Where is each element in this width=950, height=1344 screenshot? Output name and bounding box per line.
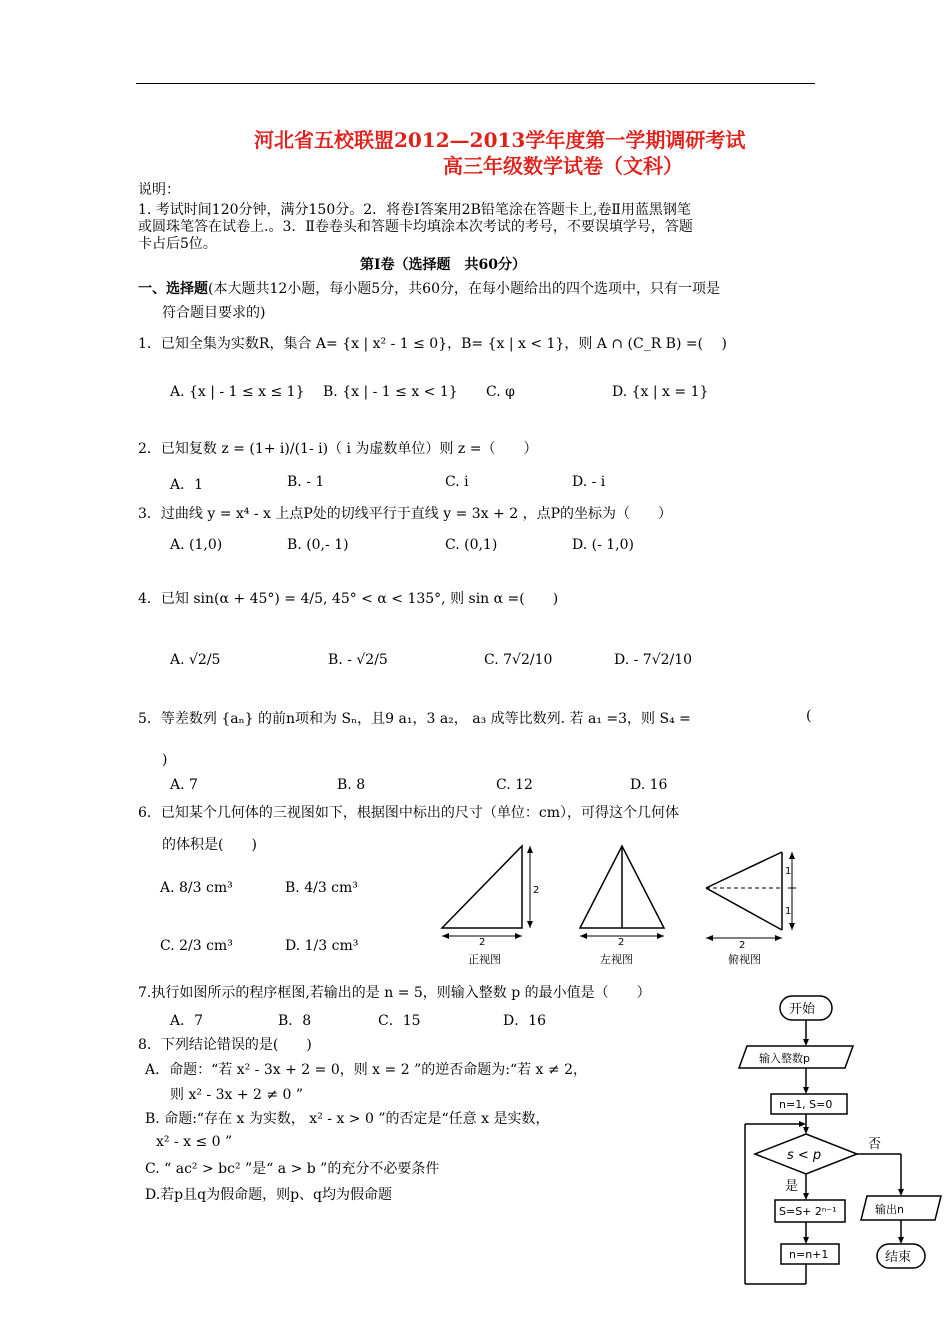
question-8-option-a-line-2: 则 x² - 3x + 2 ≠ 0 ” <box>170 1087 304 1103</box>
arrow-head <box>580 933 587 939</box>
question-2-stem: 2．已知复数 z = (1+ i)/(1- i)（ i 为虚数单位）则 z =（ ） <box>138 441 538 457</box>
front-view-width-label: 2 <box>479 937 486 948</box>
flowchart-yes-label: 是 <box>785 1179 799 1194</box>
flowchart-end-label: 结束 <box>885 1250 912 1265</box>
section-description-1: (本大题共12小题，每小题5分，共60分，在每小题给出的四个选项中，只有一项是 <box>208 281 720 297</box>
question-4-stem: 4．已知 sin(α + 45°) = 4/5, 45° < α < 135°, 则 sin α =( ) <box>138 591 559 607</box>
question-2-option-c: C. i <box>445 474 469 490</box>
question-6-option-b: B. 4/3 cm³ <box>285 880 358 896</box>
question-5-stem: 5．等差数列 {aₙ} 的前n项和为 Sₙ，且9 a₁，3 a₂， a₃ 成等比数列. 若 a₁ =3，则 S₄ = <box>138 711 691 727</box>
question-7-stem: 7.执行如图所示的程序框图,若输出的是 n = 5，则输入整数 p 的最小值是（ ） <box>138 985 651 1001</box>
flowchart-condition-label: s < p <box>787 1148 822 1163</box>
question-3-stem: 3．过曲线 y = x⁴ - x 上点P处的切线平行于直线 y = 3x + 2 ，点P的坐标为（ ） <box>138 506 673 522</box>
question-8-option-a-line-1: A．命题：“若 x² - 3x + 2 = 0，则 x = 2 ”的逆否命题为:“若 x ≠ 2， <box>145 1062 587 1078</box>
question-7-option-d: D．16 <box>503 1013 547 1029</box>
question-1-option-d: D. {x | x = 1} <box>612 384 709 400</box>
arrow-head <box>515 933 522 939</box>
side-view-caption: 左视图 <box>600 953 633 966</box>
question-2-option-a: A．1 <box>170 477 204 493</box>
question-4-option-a: A. √2/5 <box>170 652 221 668</box>
question-6-option-d: D. 1/3 cm³ <box>285 938 359 954</box>
arrow-head <box>803 1193 809 1200</box>
question-1-stem: 1．已知全集为实数R，集合 A= {x | x² - 1 ≤ 0}，B= {x | x < 1}，则 A ∩ (C_R B) =( ) <box>138 336 727 352</box>
question-7-option-b: B．8 <box>278 1013 312 1029</box>
side-view-width-label: 2 <box>618 937 625 948</box>
front-view-triangle <box>442 846 522 928</box>
arrow-head <box>527 846 533 853</box>
flowchart-increment-label: n=n+1 <box>789 1248 829 1261</box>
question-3-option-a: A. (1,0) <box>170 537 223 553</box>
question-2-option-d: D. - i <box>572 474 606 490</box>
question-6-option-c: C. 2/3 cm³ <box>160 938 233 954</box>
question-5-option-b: B. 8 <box>337 777 366 793</box>
instructions-line-1: 1. 考试时间120分钟，满分150分。2．将卷Ⅰ答案用2B铅笔涂在答题卡上,卷Ⅱ用蓝黑钢笔 <box>138 202 691 218</box>
arrow-head <box>803 1127 809 1134</box>
title-line-2: 高三年级数学试卷（文科） <box>443 154 683 178</box>
question-1-option-c: C. φ <box>486 384 515 400</box>
top-rule <box>136 83 815 84</box>
section-heading: 第Ⅰ卷（选择题 共60分） <box>360 257 527 273</box>
question-5-open-paren: ( <box>806 708 812 724</box>
question-2-option-b: B. - 1 <box>287 474 325 490</box>
instructions-line-3: 卡占后5位。 <box>138 236 217 252</box>
question-4-option-b: B. - √2/5 <box>328 652 388 668</box>
arrow-head <box>803 1087 809 1094</box>
flowchart-input-label: 输入整数p <box>759 1052 810 1065</box>
question-3-option-c: C. (0,1) <box>445 537 498 553</box>
arrow-head <box>706 935 713 941</box>
arrow-head <box>898 1237 904 1244</box>
question-3-option-b: B. (0,- 1) <box>287 537 349 553</box>
question-6-option-a: A. 8/3 cm³ <box>160 880 233 896</box>
arrow-head <box>789 923 795 930</box>
question-3-option-d: D. (- 1,0) <box>572 537 634 553</box>
question-1-option-a: A. {x | - 1 ≤ x ≤ 1} <box>170 384 305 400</box>
arrow-head <box>799 1121 806 1127</box>
top-view-edge <box>706 888 782 930</box>
question-8-option-c: C. “ ac² > bc² ”是“ a > b ”的充分不必要条件 <box>145 1161 440 1177</box>
flowchart-output-label: 输出n <box>875 1203 904 1216</box>
arrow-head <box>527 921 533 928</box>
section-description-2: 符合题目要求的) <box>162 305 266 321</box>
section-part-label: 一、选择题 <box>138 281 208 297</box>
top-view-lower-label: 1 <box>785 906 792 917</box>
front-view-caption: 正视图 <box>468 953 501 966</box>
question-4-option-c: C. 7√2/10 <box>484 652 553 668</box>
instructions-line-2: 或圆珠笔答在试卷上.。3．Ⅱ卷卷头和答题卡均填涂本次考试的考号，不要误填学号，答题 <box>138 219 693 235</box>
top-view-upper-label: 1 <box>785 866 792 877</box>
arrow-head <box>898 1189 904 1196</box>
question-8-stem: 8．下列结论错误的是( ) <box>138 1037 312 1053</box>
title-line-1: 河北省五校联盟2012—2013学年度第一学期调研考试 <box>254 128 746 152</box>
arrow-head <box>789 852 795 859</box>
question-8-option-b-line-1: B. 命题:“存在 x 为实数， x² - x > 0 ”的否定是“任意 x 是实数， <box>145 1111 550 1127</box>
question-5-option-a: A. 7 <box>170 777 198 793</box>
arrow-head <box>803 1039 809 1046</box>
question-5-option-c: C. 12 <box>496 777 533 793</box>
program-flowchart <box>735 990 947 1290</box>
question-6-stem-2: 的体积是( ) <box>162 837 257 853</box>
arrow-head <box>803 1237 809 1244</box>
question-5-close-paren: ) <box>162 752 168 768</box>
question-7-option-c: C．15 <box>378 1013 421 1029</box>
instructions-heading: 说明： <box>138 182 180 198</box>
flowchart-sum-label: S=S+ 2ⁿ⁻¹ <box>779 1205 837 1218</box>
flowchart-start-label: 开始 <box>789 1002 816 1017</box>
question-8-option-b-line-2: x² - x ≤ 0 ” <box>156 1134 233 1150</box>
flowchart-init-label: n=1, S=0 <box>779 1098 833 1111</box>
question-8-option-d: D.若p且q为假命题，则p、q均为假命题 <box>145 1187 393 1203</box>
top-view-edge <box>706 852 782 888</box>
arrow-head <box>657 933 664 939</box>
question-6-stem-1: 6．已知某个几何体的三视图如下，根据图中标出的尺寸（单位：cm），可得这个几何体 <box>138 805 680 821</box>
question-1-option-b: B. {x | - 1 ≤ x < 1} <box>323 384 458 400</box>
three-view-figure <box>430 840 810 970</box>
flowchart-no-label: 否 <box>868 1137 882 1152</box>
question-5-option-d: D. 16 <box>630 777 668 793</box>
question-7-option-a: A．7 <box>170 1013 204 1029</box>
top-view-caption: 俯视图 <box>728 953 761 966</box>
top-view-width-label: 2 <box>739 940 746 951</box>
arrow-head <box>442 933 449 939</box>
front-view-height-label: 2 <box>533 885 540 896</box>
question-4-option-d: D. - 7√2/10 <box>614 652 693 668</box>
arrow-head <box>775 935 782 941</box>
